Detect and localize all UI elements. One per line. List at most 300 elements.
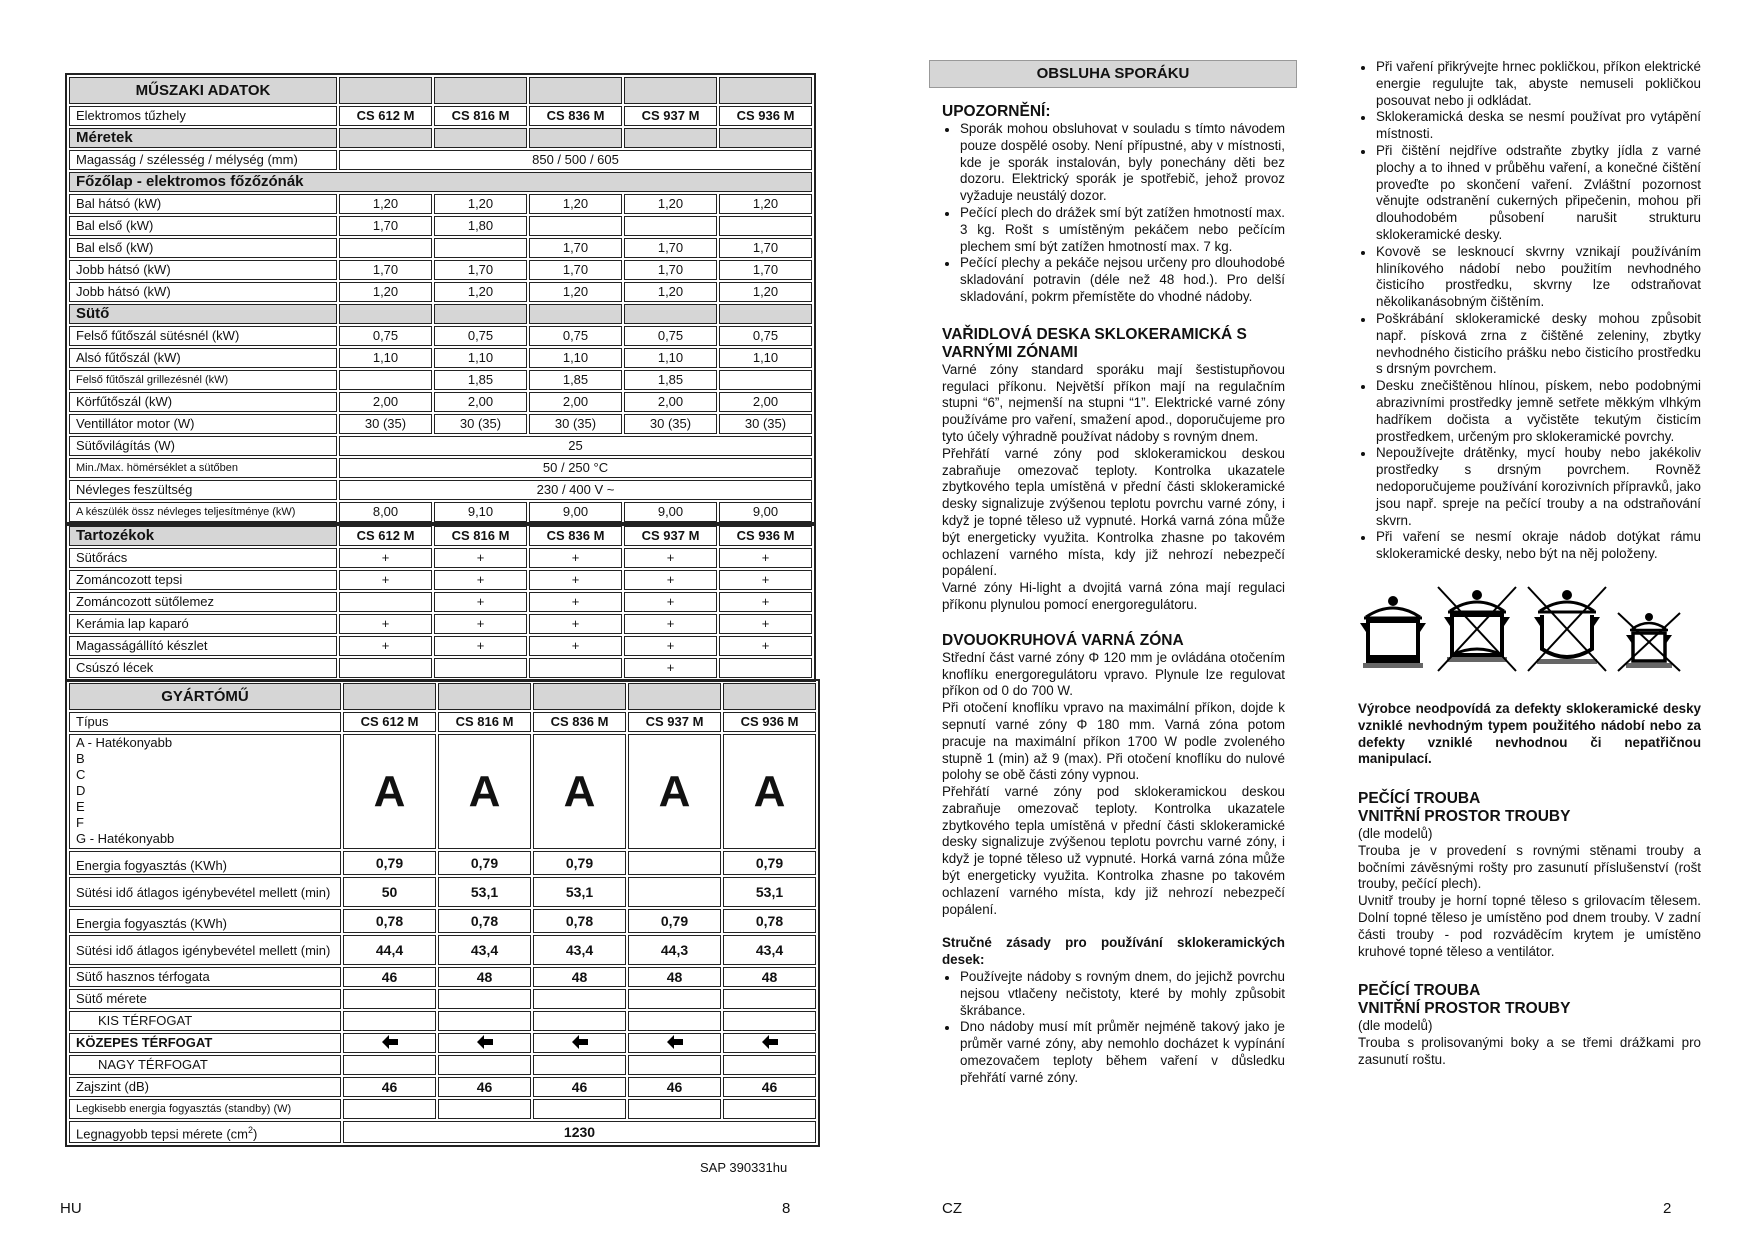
pot-crossed-convex-bottom-icon (1436, 585, 1518, 673)
document-code: SAP 390331hu (700, 1160, 788, 1175)
row-label: Kerámia lap kaparó (69, 614, 337, 634)
value-cell: 0,75 (624, 326, 717, 346)
empty-header-cell (719, 304, 812, 324)
value-cell: 0,75 (529, 326, 622, 346)
row-label: Sütési idő átlagos igénybevétel mellett (min) (69, 877, 341, 907)
value-cell (434, 238, 527, 258)
value-cell: 48 (723, 967, 816, 987)
paragraph: Trouba s prolisovanými boky a se třemi drážkami pro zasunutí roštu. (1358, 1035, 1701, 1068)
value-cell: + (624, 636, 717, 656)
cookware-illustrations (1358, 585, 1701, 673)
row-label: Magasságállító készlet (69, 636, 337, 656)
row-label: Felső fűtőszál sütésnél (kW) (69, 326, 337, 346)
row-label: Sütő (69, 304, 337, 324)
dual-zone-heading: DVOUOKRUHOVÁ VARNÁ ZÓNA (942, 631, 1184, 649)
row-label: Jobb hátsó (kW) (69, 260, 337, 280)
table-row (69, 1121, 816, 1143)
value-cell: 50 (343, 877, 436, 907)
list-item: Poškrábání sklokeramické desky mohou způsobit např. písková zrna z čištěné zeleniny, zbytky nevhodného čisticího prášku nebo čisticího prostředku s drsným povrchem. (1358, 311, 1701, 378)
model-header: CS 836 M (533, 712, 626, 732)
empty-header-cell (339, 304, 432, 324)
empty-header-cell (624, 77, 717, 104)
table-row (69, 282, 812, 302)
pot-correct-icon (1358, 593, 1428, 673)
value-cell: 48 (533, 967, 626, 987)
list-item: Pečící plechy a pekáče nejsou určeny pro dlouhodobé skladování potravin (déle než 48 hod.). Pro delší skladování, pokrm přemístěte do vhodné nádoby. (942, 255, 1285, 305)
value-cell: 0,78 (343, 909, 436, 933)
value-cell: 1,20 (434, 282, 527, 302)
value-cell (533, 989, 626, 1009)
table-row (69, 1077, 816, 1097)
value-cell: 9,10 (434, 502, 527, 522)
value-cell (529, 216, 622, 236)
value-cell: 1,70 (434, 260, 527, 280)
value-cell (438, 1033, 531, 1053)
row-label: Sütő hasznos térfogata (69, 967, 341, 987)
value-cell: + (624, 548, 717, 568)
value-cell: + (529, 592, 622, 612)
table-row (69, 194, 812, 214)
value-cell (438, 1011, 531, 1031)
value-cell: + (529, 636, 622, 656)
paragraph: Při otočení knoflíku vpravo na maximální příkon, dojde k sepnutí varné zóny Φ 180 mm. Varná zóna potom pracuje na maximální příkon 1700 W podle zvoleného stupně 1 (min) až 9 (max). Při otočení knoflíku do nulové polohy se obě části zóny vypnou. (942, 700, 1285, 783)
value-cell: 1,70 (529, 260, 622, 280)
value-cell (624, 216, 717, 236)
value-cell: 2,00 (434, 392, 527, 412)
value-cell: + (434, 592, 527, 612)
value-cell (438, 1099, 531, 1119)
value-cell: 0,75 (719, 326, 812, 346)
list-item: Při čištění nejdříve odstraňte zbytky jídla z varné plochy a to ihned v průběhu vaření, a konečné čištění proveďte po skončení vaření. Zvláštní pozornost věnujte odstranění cukerných připečenin, mohou při dlouhodobém působení narušit strukturu sklokeramické desky. (1358, 143, 1701, 244)
value-cell (438, 989, 531, 1009)
merged-value: 230 / 400 V ~ (339, 480, 812, 500)
energy-class-value: A (438, 734, 531, 849)
table-row (69, 150, 812, 170)
value-cell (533, 1099, 626, 1119)
value-cell (628, 877, 721, 907)
warning-heading: UPOZORNĚNÍ: (942, 103, 1051, 120)
table-row (69, 77, 812, 104)
value-cell: 1,10 (529, 348, 622, 368)
empty-header-cell (438, 683, 531, 710)
model-header: CS 816 M (438, 712, 531, 732)
technical-data-table (65, 73, 816, 526)
value-cell: + (434, 570, 527, 590)
energy-class-value: A (533, 734, 626, 849)
table-row (69, 570, 812, 590)
value-cell: 1,70 (719, 260, 812, 280)
value-cell: + (434, 614, 527, 634)
empty-header-cell (719, 77, 812, 104)
value-cell: 30 (35) (529, 414, 622, 434)
table-row (69, 480, 812, 500)
value-cell: + (719, 570, 812, 590)
table-row (69, 967, 816, 987)
value-cell (343, 1011, 436, 1031)
merged-value: 1230 (343, 1121, 816, 1143)
value-cell: 30 (35) (434, 414, 527, 434)
table-row (69, 548, 812, 568)
value-cell (339, 592, 432, 612)
model-note: (dle modelů) (1358, 826, 1433, 842)
energy-class-line: G - Hatékonyabb (76, 831, 175, 846)
row-label: Energia fogyasztás (KWh) (69, 909, 341, 933)
table-row (69, 370, 812, 390)
row-label: Zajszint (dB) (69, 1077, 341, 1097)
warning-list (942, 121, 1285, 306)
value-cell: 0,75 (434, 326, 527, 346)
table-row (69, 658, 812, 678)
table-row (69, 238, 812, 258)
table-title: GYÁRTÓMŰ (69, 683, 341, 710)
value-cell: 44,4 (343, 935, 436, 965)
value-cell: 1,85 (529, 370, 622, 390)
value-cell: + (624, 658, 717, 678)
list-item: Při vaření přikrývejte hrnec pokličkou, příkon elektrické energie regulujte tak, abyste nemuseli pokličkou posouvat nebo ji odkládat. (1358, 59, 1701, 109)
empty-header-cell (434, 128, 527, 148)
list-item: Sporák mohou obsluhovat v souladu s tímto návodem pouze dospělé osoby. Není přípustné, aby v místnosti, kde je sporák instalován, byly ponechány děti bez dozoru. Elektrický sporák je spotřebič, jehož provoz vyžaduje neustálý dozor. (942, 121, 1285, 205)
value-cell: 2,00 (339, 392, 432, 412)
value-cell (339, 658, 432, 678)
oven-heading: PEČÍCÍ TROUBA (1358, 790, 1481, 808)
value-cell (723, 989, 816, 1009)
value-cell (628, 1011, 721, 1031)
value-cell (438, 1055, 531, 1075)
energy-class-value: A (723, 734, 816, 849)
empty-header-cell (343, 683, 436, 710)
list-item: Nepoužívejte drátěnky, mycí houby nebo jakékoliv prostředky s drsným povrchem. Rovněž nedoporučujeme používání korozivních přípravků, jako jsou např. spreje na pečící trouby a na odstraňování skvrn. (1358, 445, 1701, 529)
list-item: Sklokeramická deska se nesmí používat pro vytápění místnosti. (1358, 109, 1701, 143)
row-label: Méretek (69, 128, 337, 148)
table-row (69, 1055, 816, 1075)
value-cell: + (339, 614, 432, 634)
value-cell: 43,4 (438, 935, 531, 965)
value-cell: 9,00 (529, 502, 622, 522)
oven-heading: PEČÍCÍ TROUBA (1358, 982, 1481, 1000)
value-cell: 53,1 (533, 877, 626, 907)
table-row (69, 989, 816, 1009)
merged-value: 50 / 250 °C (339, 458, 812, 478)
energy-class-value: A (628, 734, 721, 849)
value-cell: + (624, 570, 717, 590)
value-cell: 30 (35) (624, 414, 717, 434)
row-label: Legkisebb energia fogyasztás (standby) (W) (69, 1099, 341, 1119)
value-cell (339, 370, 432, 390)
value-cell: + (339, 636, 432, 656)
value-cell (533, 1055, 626, 1075)
value-cell (434, 658, 527, 678)
value-cell (723, 1099, 816, 1119)
value-cell: 46 (438, 1077, 531, 1097)
value-cell: 1,20 (434, 194, 527, 214)
value-cell: + (624, 614, 717, 634)
table-row (69, 458, 812, 478)
value-cell: 1,20 (719, 194, 812, 214)
value-cell: 1,80 (434, 216, 527, 236)
value-cell (343, 989, 436, 1009)
model-note: (dle modelů) (1358, 1018, 1433, 1034)
value-cell: 2,00 (719, 392, 812, 412)
table-row (69, 1099, 816, 1119)
empty-header-cell (434, 304, 527, 324)
row-label: Ventillátor motor (W) (69, 414, 337, 434)
value-cell (723, 1033, 816, 1053)
value-cell (723, 1055, 816, 1075)
row-label: Típus (69, 712, 341, 732)
row-label: Bal hátsó (kW) (69, 194, 337, 214)
arrow-left-icon (382, 1036, 398, 1052)
row-label-text: Legnagyobb tepsi mérete (cm (76, 1126, 248, 1142)
value-cell: 8,00 (339, 502, 432, 522)
energy-class-line: A - Hatékonyabb (76, 735, 173, 750)
section-title-box: OBSLUHA SPORÁKU (929, 60, 1297, 88)
value-cell: 1,70 (529, 238, 622, 258)
language-code-right: CZ (942, 1200, 962, 1217)
table-row (69, 526, 812, 546)
arrow-left-icon (667, 1036, 683, 1052)
value-cell: 46 (343, 1077, 436, 1097)
value-cell: 0,79 (438, 851, 531, 875)
model-header: CS 937 M (628, 712, 721, 732)
energy-class-value: A (343, 734, 436, 849)
value-cell (529, 658, 622, 678)
empty-header-cell (628, 683, 721, 710)
empty-header-cell (339, 128, 432, 148)
row-label (69, 1121, 341, 1143)
table-row (69, 935, 816, 965)
value-cell: 46 (723, 1077, 816, 1097)
model-header: CS 836 M (529, 106, 622, 126)
row-label: Felső fűtőszál grillezésnél (kW) (69, 370, 337, 390)
list-item: Kovově se lesknoucí skvrny vznikají používáním hliníkového nádobí nebo použitím nevhodného čisticího prostředku, skvrny lze odstraňovat několikanásobným čištěním. (1358, 244, 1701, 311)
empty-header-cell (624, 304, 717, 324)
superscript: 2 (247, 1125, 253, 1135)
table-row (69, 392, 812, 412)
table-row (69, 216, 812, 236)
paragraph: Střední část varné zóny Φ 120 mm je ovládána otočením knoflíku energoregulátoru vpravo. Plynule lze regulovat příkon od 0 do 700 W. (942, 649, 1285, 699)
value-cell: 2,00 (529, 392, 622, 412)
value-cell: 0,79 (343, 851, 436, 875)
table-row (69, 592, 812, 612)
value-cell: 46 (628, 1077, 721, 1097)
row-label: Alsó fűtőszál (kW) (69, 348, 337, 368)
row-label: Jobb hátsó (kW) (69, 282, 337, 302)
model-header: CS 612 M (343, 712, 436, 732)
table-row (69, 172, 812, 192)
paragraph: Varné zóny standard sporáku mají šestistupňovou regulaci příkonu. Největší příkon mají na regulačním stupni “6”, nejmenší na stupni “1”. Elektrické varné zóny používáme pro vaření, smažení apod., doporučujeme pro tyto účely výhradně používat nádoby s rovným dnem. (942, 361, 1285, 444)
row-label: Sütővilágítás (W) (69, 436, 337, 456)
table-row (69, 614, 812, 634)
pot-crossed-small-icon (1616, 603, 1682, 673)
value-cell: 0,78 (723, 909, 816, 933)
value-cell: 9,00 (719, 502, 812, 522)
table-title: MŰSZAKI ADATOK (69, 77, 337, 104)
list-item: Desku znečištěnou hlínou, pískem, nebo podobnými abrazivními prostředky jemně setřete měkkým vlhkým hadříkem dočista a vyčistěte tekutým čisticím prostředkem, určeným pro sklokeramické povrchy. (1358, 378, 1701, 445)
value-cell: 1,20 (529, 194, 622, 214)
row-label: Névleges feszültség (69, 480, 337, 500)
value-cell: + (339, 570, 432, 590)
rules-list (942, 969, 1285, 1087)
value-cell: 48 (438, 967, 531, 987)
value-cell (343, 1099, 436, 1119)
paragraph: Varné zóny Hi-light a dvojitá varná zóna mají regulaci příkonu plynulou pomocí energoregulátoru. (942, 580, 1285, 612)
table-row (69, 326, 812, 346)
row-label: A készülék össz névleges teljesítménye (kW) (69, 502, 337, 522)
model-header: CS 936 M (719, 106, 812, 126)
table-row (69, 909, 816, 933)
value-cell: 1,10 (434, 348, 527, 368)
value-cell: 1,70 (719, 238, 812, 258)
paragraph: Přehřátí varné zóny pod sklokeramickou deskou zabraňuje omezovač teploty. Kontrolka ukazatele zbytkového tepla umístěná v přední části sklokeramické desky signalizuje zvýšenou teplotu povrchu varné zóny, i když je topné těleso už vypnuté. Horká varná zóna může být energeticky využita. Kontrolka zhasne po takovém ochlazení varného místa, kdy již nehrozí nebezpečí popálení. (942, 784, 1285, 917)
value-cell (343, 1055, 436, 1075)
value-cell: 43,4 (723, 935, 816, 965)
empty-header-cell (529, 77, 622, 104)
empty-header-cell (434, 77, 527, 104)
row-label-end: ) (253, 1126, 258, 1142)
value-cell: 1,10 (719, 348, 812, 368)
value-cell: 0,79 (628, 909, 721, 933)
value-cell: 0,75 (339, 326, 432, 346)
value-cell: 1,70 (624, 238, 717, 258)
energy-class-scale (69, 734, 341, 849)
value-cell (343, 1033, 436, 1053)
merged-value: 850 / 500 / 605 (339, 150, 812, 170)
value-cell: 53,1 (723, 877, 816, 907)
value-cell (628, 1099, 721, 1119)
text-column-1 (942, 103, 1285, 1087)
model-header: CS 936 M (719, 526, 812, 546)
value-cell (719, 216, 812, 236)
paragraph: Přehřátí varné zóny pod sklokeramickou deskou zabraňuje omezovač teploty. Kontrolka ukazatele zbytkového tepla umístěná v přední části sklokeramické desky signalizuje zvýšenou teplotu povrchu varné zóny, i když je topné těleso už vypnuté. Horká varná zóna může být energeticky využita. Kontrolka zhasne po takovém ochlazení varného místa, kdy již nehrozí nebezpečí popálení. (942, 445, 1285, 579)
energy-class-line: C (76, 767, 86, 782)
energy-class-line: D (76, 783, 86, 798)
value-cell: + (624, 592, 717, 612)
oven-subheading: VNITŘNÍ PROSTOR TROUBY (1358, 1000, 1571, 1018)
value-cell: 1,85 (624, 370, 717, 390)
row-label: NAGY TÉRFOGAT (69, 1055, 341, 1075)
value-cell: 1,20 (529, 282, 622, 302)
row-label: Sütési idő átlagos igénybevétel mellett (min) (69, 935, 341, 965)
energy-class-line: E (76, 799, 85, 814)
value-cell (628, 851, 721, 875)
value-cell: 30 (35) (719, 414, 812, 434)
row-label: Elektromos tűzhely (69, 106, 337, 126)
value-cell: + (719, 592, 812, 612)
value-cell (628, 1033, 721, 1053)
table-row (69, 414, 812, 434)
row-label: Csúszó lécek (69, 658, 337, 678)
list-item: Pečící plech do drážek smí být zatížen hmotností max. 3 kg. Rošt s umístěným pekáčem nebo pečícím plechem smí být zatížen hmotností max. 7 kg. (942, 205, 1285, 255)
value-cell: + (529, 548, 622, 568)
value-cell: + (529, 614, 622, 634)
value-cell: + (719, 636, 812, 656)
value-cell (533, 1011, 626, 1031)
value-cell: + (529, 570, 622, 590)
value-cell: 0,78 (533, 909, 626, 933)
list-item: Při vaření se nesmí okraje nádob dotýkat rámu sklokeramické desky, nebo být na něj položeny. (1358, 529, 1701, 563)
hob-heading: VAŘIDLOVÁ DESKA SKLOKERAMICKÁ S VARNÝMI ZÓNAMI (942, 325, 1247, 361)
value-cell: 44,3 (628, 935, 721, 965)
row-label: KIS TÉRFOGAT (69, 1011, 341, 1031)
model-header: CS 816 M (434, 526, 527, 546)
row-label: KÖZEPES TÉRFOGAT (69, 1033, 341, 1053)
value-cell: 0,79 (533, 851, 626, 875)
row-label: Sütőrács (69, 548, 337, 568)
empty-header-cell (719, 128, 812, 148)
value-cell: 53,1 (438, 877, 531, 907)
value-cell: 1,70 (624, 260, 717, 280)
value-cell: 1,20 (339, 282, 432, 302)
table-row (69, 436, 812, 456)
value-cell: 1,20 (719, 282, 812, 302)
model-header: CS 936 M (723, 712, 816, 732)
table-row (69, 1033, 816, 1053)
rules-heading: Stručné zásady pro používání sklokeramických desek: (942, 935, 1285, 968)
table-row (69, 683, 816, 710)
list-item: Používejte nádoby s rovným dnem, do jejichž povrchu nejsou vtlačeny nečistoty, které by mohly způsobit škrábance. (942, 969, 1285, 1019)
row-label: Magasság / szélesség / mélység (mm) (69, 150, 337, 170)
row-label: Főzőlap - elektromos főzőzónák (69, 172, 812, 192)
value-cell (628, 1055, 721, 1075)
value-cell: 48 (628, 967, 721, 987)
value-cell: 2,00 (624, 392, 717, 412)
value-cell (339, 238, 432, 258)
row-label: Körfűtőszál (kW) (69, 392, 337, 412)
value-cell: 46 (533, 1077, 626, 1097)
model-header: CS 816 M (434, 106, 527, 126)
row-label: Zománcozott sütőlemez (69, 592, 337, 612)
model-header: CS 612 M (339, 526, 432, 546)
paragraph: Trouba je v provedení s rovnými stěnami trouby a bočními závěsnými rošty pro zasunutí příslušenství (rošt trouby, pečící plech). (1358, 842, 1701, 892)
row-label: Zománcozott tepsi (69, 570, 337, 590)
table-row (69, 304, 812, 324)
value-cell: 30 (35) (339, 414, 432, 434)
table-row (69, 734, 816, 849)
value-cell: 1,20 (624, 194, 717, 214)
value-cell (719, 370, 812, 390)
row-label: Sütő mérete (69, 989, 341, 1009)
model-header: CS 836 M (529, 526, 622, 546)
care-list (1358, 59, 1701, 563)
table-row (69, 348, 812, 368)
arrow-left-icon (477, 1036, 493, 1052)
value-cell: 1,20 (624, 282, 717, 302)
list-item: Dno nádoby musí mít průměr nejméně takový jako je průměr varné zóny, aby nemohlo docházet k vypínání omezovačem teploty během vaření v důsledku přehřátí varné zóny. (942, 1019, 1285, 1086)
energy-class-line: F (76, 815, 84, 830)
value-cell: 0,79 (723, 851, 816, 875)
table-row (69, 877, 816, 907)
arrow-left-icon (762, 1036, 778, 1052)
value-cell: 1,85 (434, 370, 527, 390)
value-cell: 9,00 (624, 502, 717, 522)
page-number-left: 8 (782, 1200, 791, 1217)
merged-value: 25 (339, 436, 812, 456)
accessories-table (65, 522, 816, 682)
oven-subheading: VNITŘNÍ PROSTOR TROUBY (1358, 808, 1571, 826)
paragraph: Uvnitř trouby je horní topné těleso s grilovacím tělesem. Dolní topné těleso je umístěno pod dnem trouby. V zadní části trouby - pod rozváděcím krytem je umístěno kruhové topné těleso a ventilátor. (1358, 893, 1701, 959)
page-number-right: 2 (1663, 1200, 1672, 1217)
table-title: Tartozékok (69, 526, 337, 546)
disclaimer: Výrobce neodpovídá za defekty sklokeramické desky vzniklé nevhodným typem použitého nádobí nebo za defekty vzniklé nevhodnou či nepatřičnou manipulací. (1358, 700, 1701, 767)
table-row (69, 712, 816, 732)
language-code-left: HU (60, 1200, 82, 1217)
value-cell: 1,70 (339, 260, 432, 280)
table-row (69, 851, 816, 875)
row-label: Bal első (kW) (69, 238, 337, 258)
value-cell: 46 (343, 967, 436, 987)
value-cell: + (719, 548, 812, 568)
empty-header-cell (723, 683, 816, 710)
